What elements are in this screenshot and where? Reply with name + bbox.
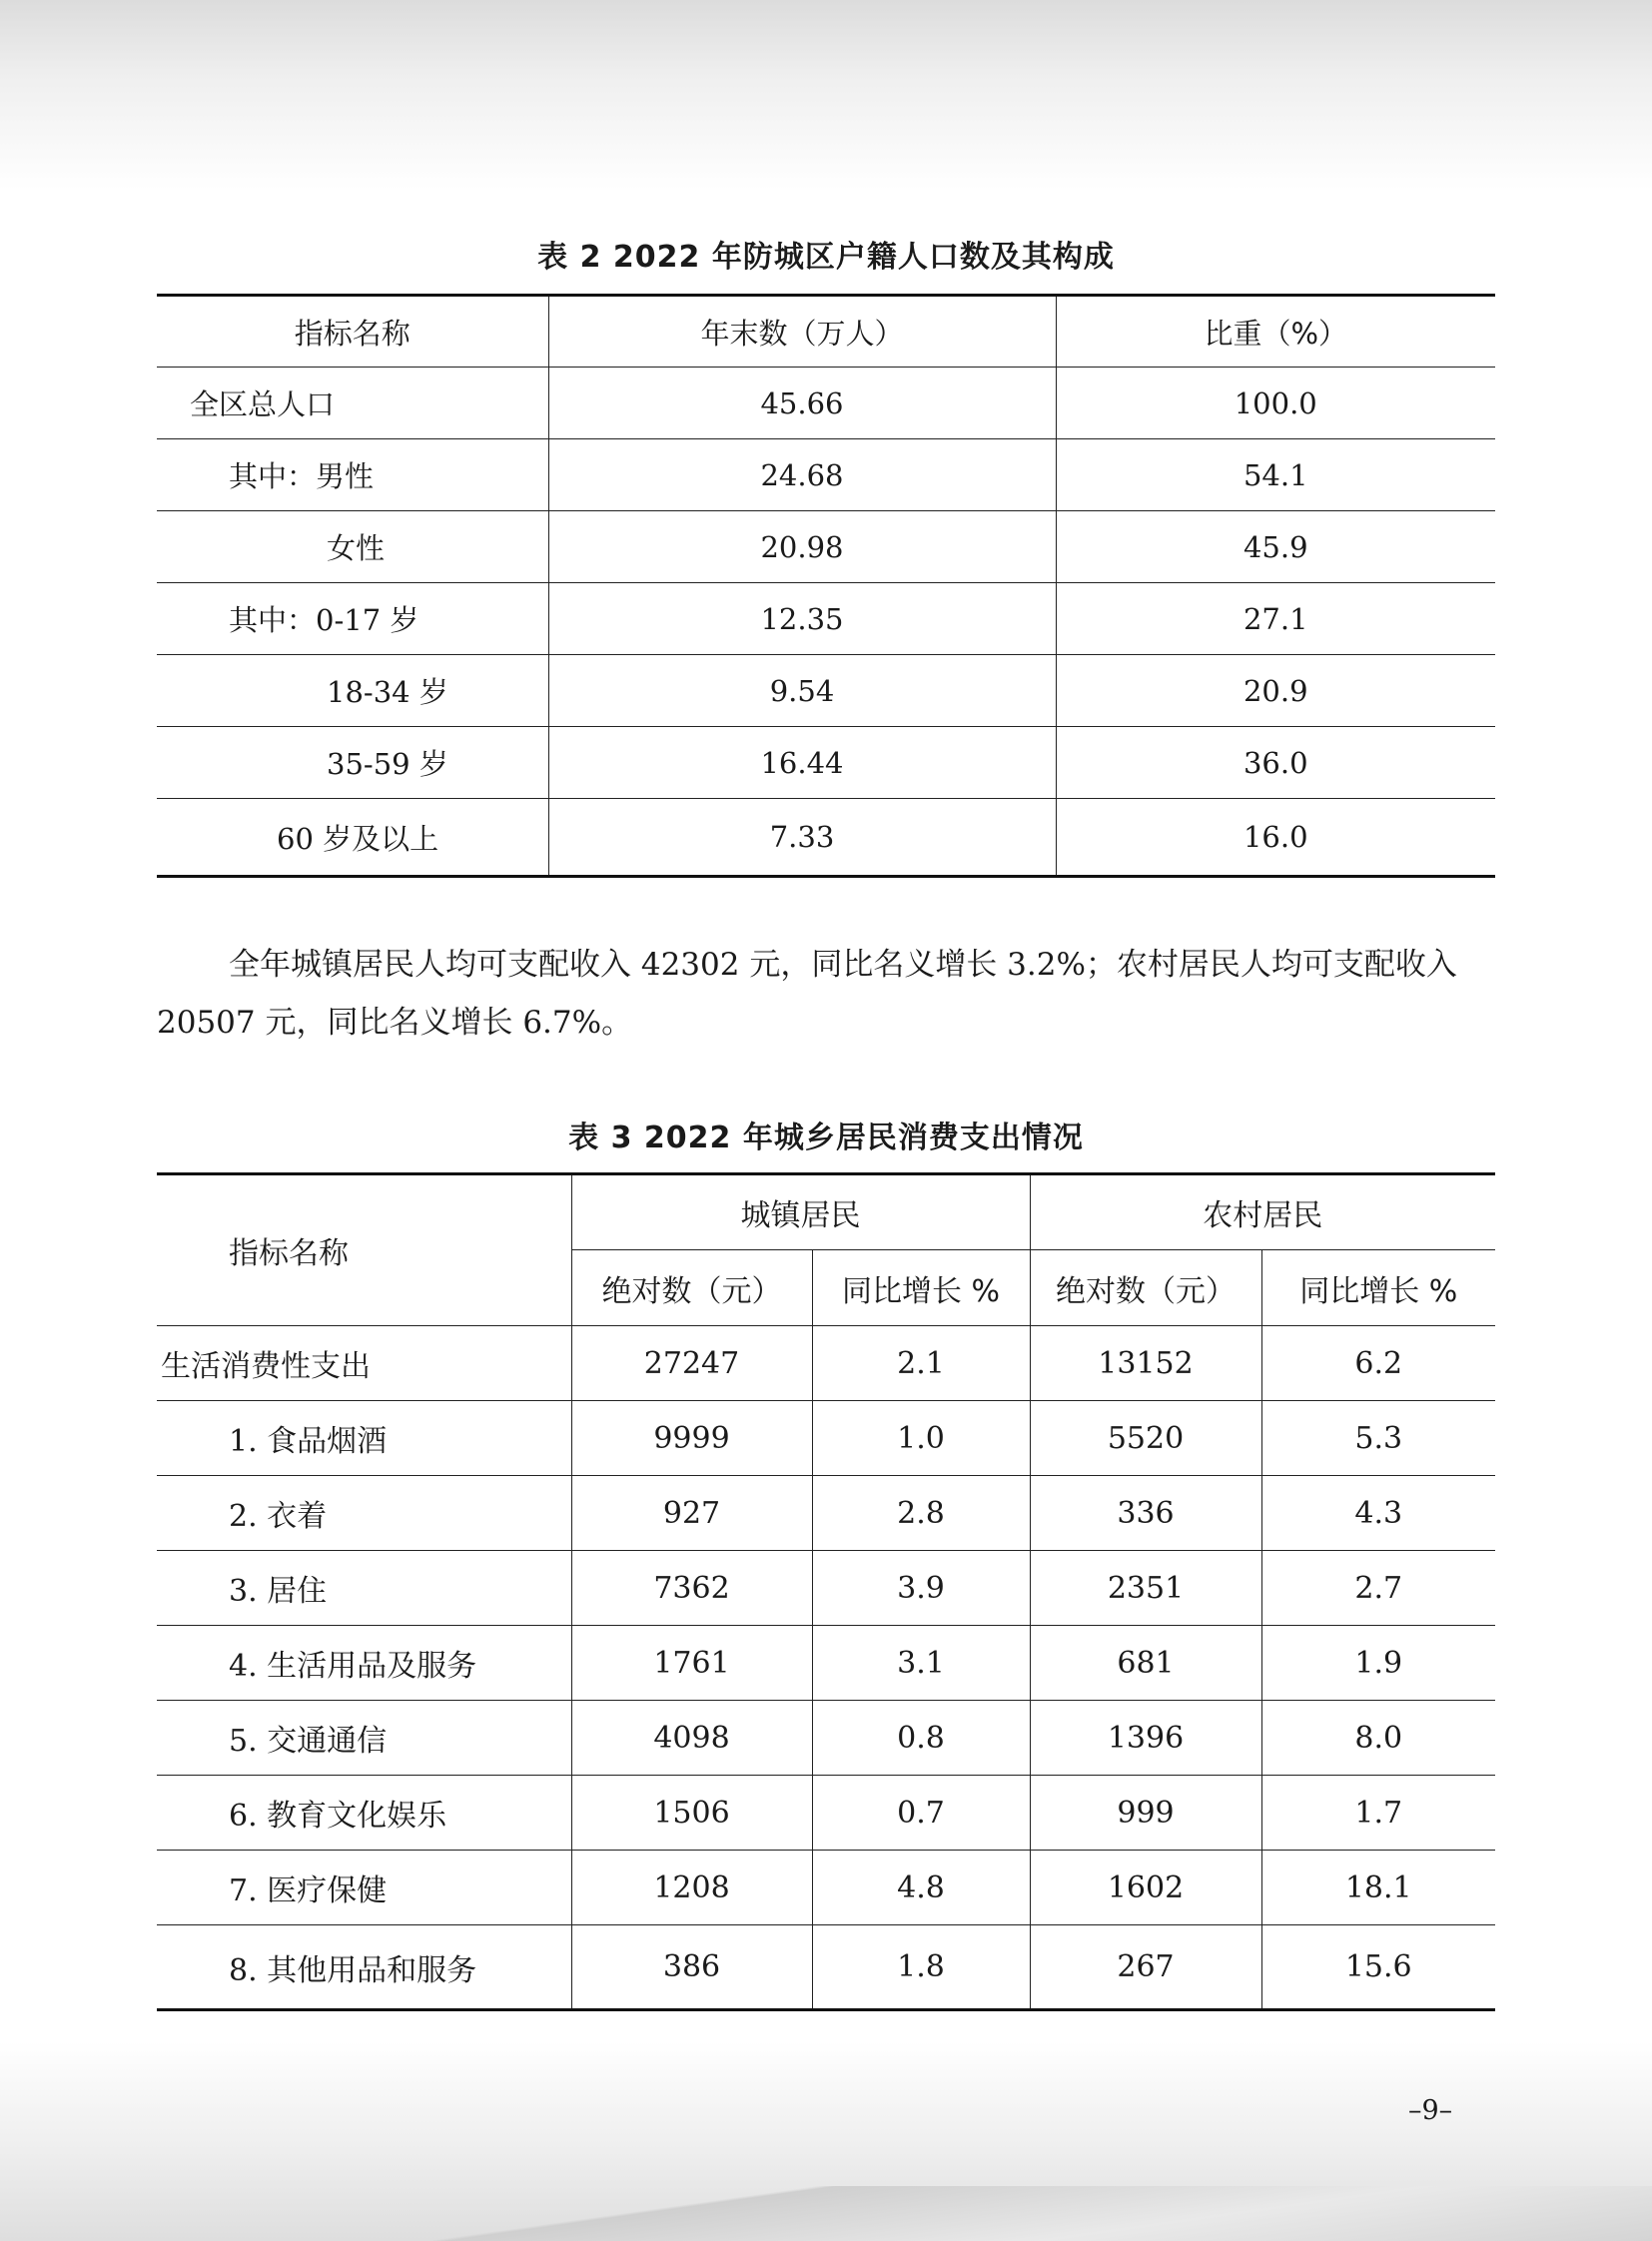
urban-abs: 927 — [571, 1476, 812, 1551]
urban-growth: 3.1 — [812, 1626, 1030, 1701]
header-urban-growth: 同比增长 % — [812, 1250, 1030, 1326]
table-row — [157, 368, 1495, 439]
row-share: 27.1 — [1056, 583, 1495, 655]
rural-growth: 8.0 — [1261, 1701, 1495, 1776]
row-value: 12.35 — [548, 583, 1056, 655]
table-row — [157, 655, 1495, 727]
header-urban-group: 城镇居民 — [571, 1174, 1030, 1250]
rural-growth: 1.9 — [1261, 1626, 1495, 1701]
urban-growth: 3.9 — [812, 1551, 1030, 1626]
urban-abs: 1506 — [571, 1776, 812, 1851]
table-row — [157, 439, 1495, 511]
row-label: 其中：男性 — [157, 439, 548, 511]
header-year-end: 年末数（万人） — [548, 296, 1056, 368]
table-row — [157, 1401, 1495, 1476]
urban-growth: 2.1 — [812, 1326, 1030, 1401]
row-label: 35-59 岁 — [157, 727, 548, 799]
row-label: 女性 — [157, 511, 548, 583]
table-row — [157, 583, 1495, 655]
table-row — [157, 1701, 1495, 1776]
rural-abs: 999 — [1030, 1776, 1261, 1851]
table2-title: 表 2 2022 年防城区户籍人口数及其构成 — [537, 240, 1115, 275]
row-label: 60 岁及以上 — [157, 799, 548, 877]
urban-growth: 4.8 — [812, 1851, 1030, 1925]
row-label: 2. 衣着 — [157, 1476, 571, 1551]
table-row — [157, 1626, 1495, 1701]
page-number: –9– — [1408, 2095, 1453, 2126]
urban-growth: 0.8 — [812, 1701, 1030, 1776]
table2-header-row — [157, 296, 1495, 368]
rural-abs: 1396 — [1030, 1701, 1261, 1776]
urban-abs: 27247 — [571, 1326, 812, 1401]
rural-abs: 13152 — [1030, 1326, 1261, 1401]
urban-growth: 1.8 — [812, 1925, 1030, 2010]
row-label: 其中：0-17 岁 — [157, 583, 548, 655]
rural-abs: 5520 — [1030, 1401, 1261, 1476]
row-share: 20.9 — [1056, 655, 1495, 727]
rural-growth: 18.1 — [1261, 1851, 1495, 1925]
income-paragraph-text: 全年城镇居民人均可支配收入 42302 元，同比名义增长 3.2%；农村居民人均可支配收入 20507 元，同比名义增长 6.7%。 — [157, 947, 1457, 1041]
row-label: 3. 居住 — [157, 1551, 571, 1626]
row-value: 9.54 — [548, 655, 1056, 727]
rural-abs: 2351 — [1030, 1551, 1261, 1626]
row-label: 生活消费性支出 — [157, 1326, 571, 1401]
rural-abs: 1602 — [1030, 1851, 1261, 1925]
row-value: 24.68 — [548, 439, 1056, 511]
table-row — [157, 799, 1495, 877]
header-rural-growth: 同比增长 % — [1261, 1250, 1495, 1326]
row-value: 20.98 — [548, 511, 1056, 583]
urban-abs: 1761 — [571, 1626, 812, 1701]
table3-header-row-1 — [157, 1174, 1495, 1250]
row-label: 4. 生活用品及服务 — [157, 1626, 571, 1701]
rural-growth: 15.6 — [1261, 1925, 1495, 2010]
row-value: 7.33 — [548, 799, 1056, 877]
bottom-edge-stripe — [0, 2186, 1652, 2241]
urban-growth: 2.8 — [812, 1476, 1030, 1551]
row-label: 6. 教育文化娱乐 — [157, 1776, 571, 1851]
urban-growth: 0.7 — [812, 1776, 1030, 1851]
rural-growth: 6.2 — [1261, 1326, 1495, 1401]
table3-title: 表 3 2022 年城乡居民消费支出情况 — [568, 1120, 1084, 1155]
table-row — [157, 1851, 1495, 1925]
urban-abs: 4098 — [571, 1701, 812, 1776]
rural-abs: 681 — [1030, 1626, 1261, 1701]
table-row — [157, 1476, 1495, 1551]
rural-abs: 267 — [1030, 1925, 1261, 2010]
table-row — [157, 1925, 1495, 2010]
row-label: 7. 医疗保健 — [157, 1851, 571, 1925]
table3-consumption — [157, 1172, 1495, 2011]
table2-population — [157, 294, 1495, 878]
table-row — [157, 1326, 1495, 1401]
header-urban-abs: 绝对数（元） — [571, 1250, 812, 1326]
rural-growth: 5.3 — [1261, 1401, 1495, 1476]
table-row — [157, 1551, 1495, 1626]
row-value: 45.66 — [548, 368, 1056, 439]
row-label: 18-34 岁 — [157, 655, 548, 727]
top-page-shadow — [0, 0, 1652, 190]
header-share: 比重（%） — [1056, 296, 1495, 368]
rural-abs: 336 — [1030, 1476, 1261, 1551]
urban-growth: 1.0 — [812, 1401, 1030, 1476]
rural-growth: 4.3 — [1261, 1476, 1495, 1551]
income-paragraph — [157, 936, 1495, 1052]
header-rural-group: 农村居民 — [1030, 1174, 1495, 1250]
rural-growth: 2.7 — [1261, 1551, 1495, 1626]
row-label: 8. 其他用品和服务 — [157, 1925, 571, 2010]
row-share: 36.0 — [1056, 727, 1495, 799]
row-share: 54.1 — [1056, 439, 1495, 511]
header-rural-abs: 绝对数（元） — [1030, 1250, 1261, 1326]
row-label: 5. 交通通信 — [157, 1701, 571, 1776]
row-label: 全区总人口 — [157, 368, 548, 439]
row-share: 16.0 — [1056, 799, 1495, 877]
table-row — [157, 727, 1495, 799]
header-indicator: 指标名称 — [157, 1174, 571, 1326]
table-row — [157, 1776, 1495, 1851]
row-share: 100.0 — [1056, 368, 1495, 439]
urban-abs: 386 — [571, 1925, 812, 2010]
urban-abs: 1208 — [571, 1851, 812, 1925]
row-value: 16.44 — [548, 727, 1056, 799]
table-row — [157, 511, 1495, 583]
urban-abs: 9999 — [571, 1401, 812, 1476]
header-indicator: 指标名称 — [157, 296, 548, 368]
urban-abs: 7362 — [571, 1551, 812, 1626]
row-label: 1. 食品烟酒 — [157, 1401, 571, 1476]
rural-growth: 1.7 — [1261, 1776, 1495, 1851]
row-share: 45.9 — [1056, 511, 1495, 583]
